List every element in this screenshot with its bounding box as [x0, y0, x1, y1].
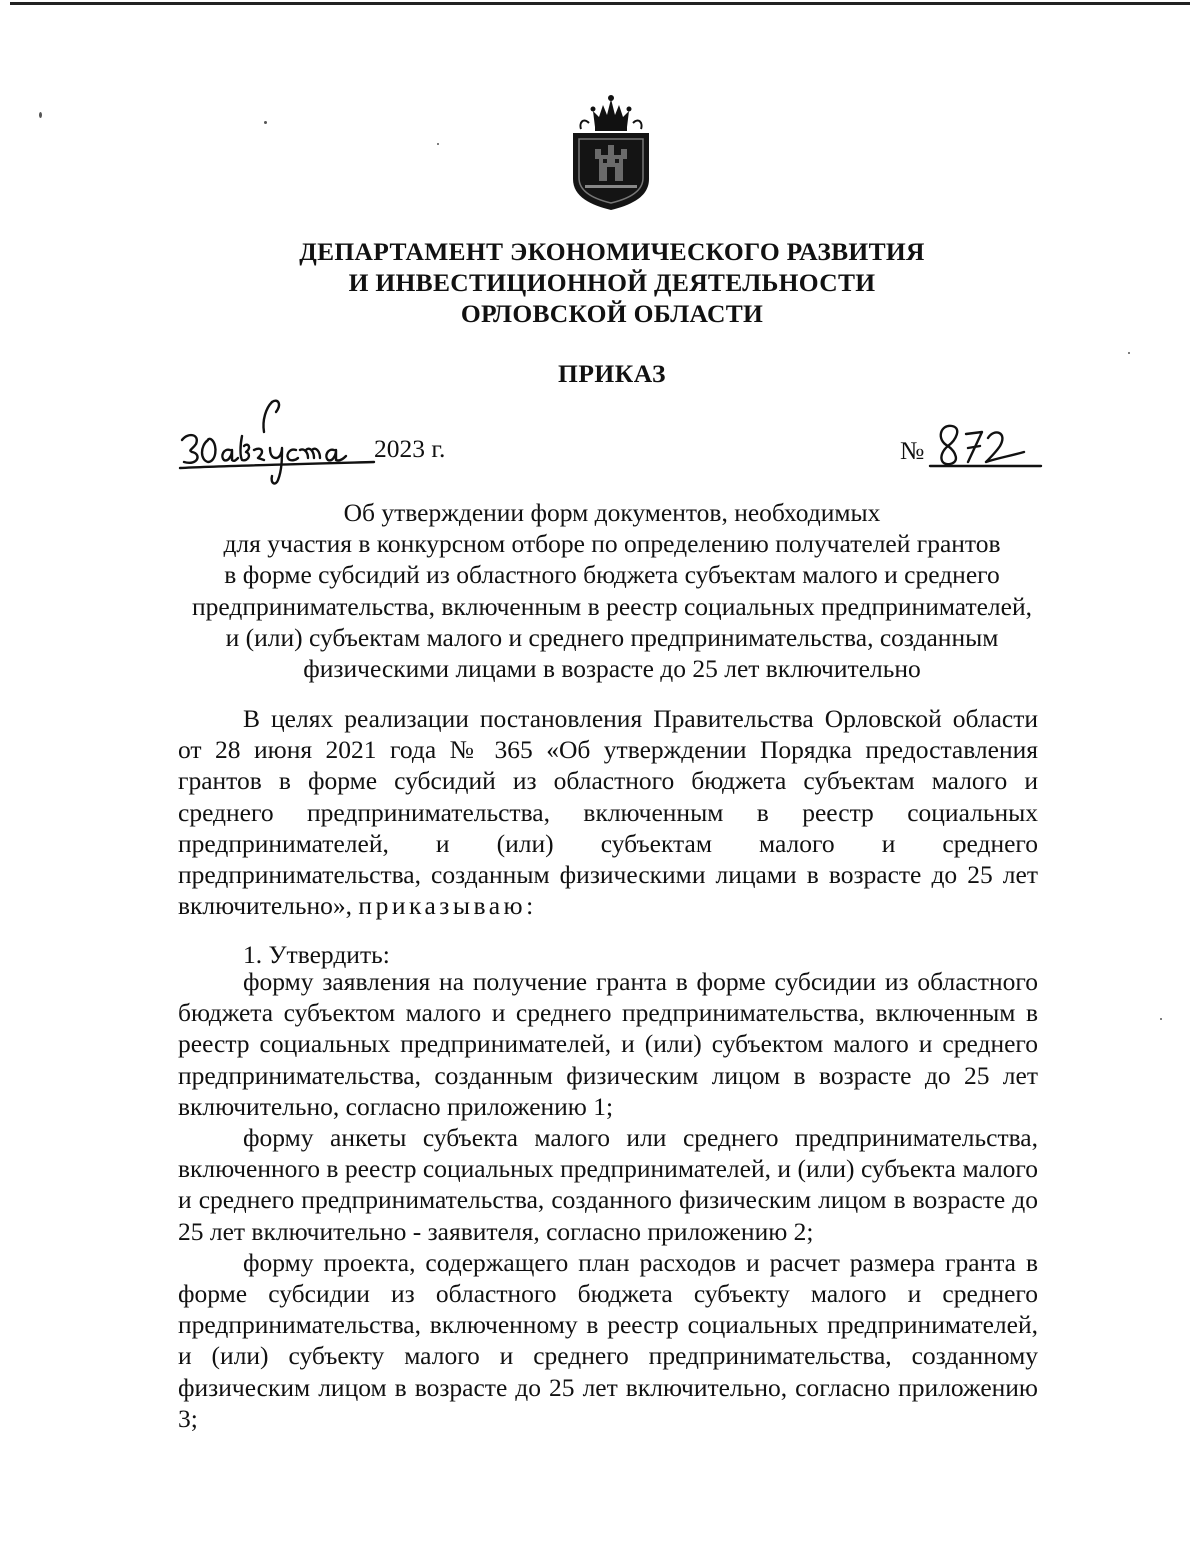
item-paragraph: форму проекта, содержащего план расходов и расчет размера гранта в форме субсидии из областного бюджета субъекту малого и среднего предпринимательства, включенному в реестр социальных предпринимателей, и (или) субъекту малого и среднего предпринимательства, созданному физическим лицом в возрасте до 25 лет включительно, согласно приложению 3;	[178, 1247, 1038, 1433]
scan-speck	[39, 112, 42, 118]
header-line-1: ДЕПАРТАМЕНТ ЭКОНОМИЧЕСКОГО РАЗВИТИЯ	[299, 237, 925, 266]
item-paragraph: форму анкеты субъекта малого или среднего предпринимательства, включенного в реестр социальных предпринимателей, и (или) субъекта малого и среднего предпринимательства, созданного физическим лицом в возрасте до 25 лет включительно - заявителя, согласно приложению 2;	[178, 1123, 1038, 1246]
subject-line: предпринимательства, включенным в реестр социальных предпринимателей,	[191, 591, 1032, 621]
preamble-paragraph	[178, 703, 1038, 921]
document-subject	[150, 497, 1074, 684]
header-line-3: ОРЛОВСКОЙ ОБЛАСТИ	[460, 299, 764, 328]
subject-line: и (или) субъектам малого и среднего предпринимательства, созданным	[225, 622, 999, 652]
scan-speck	[1128, 352, 1130, 354]
date-year-suffix: 2023 г.	[374, 434, 446, 463]
preamble-block	[178, 703, 1038, 921]
coat-of-arms-emblem	[565, 93, 657, 211]
scan-top-edge	[10, 2, 1190, 5]
subject-line: Об утверждении форм документов, необходимых	[343, 498, 881, 527]
department-header	[150, 236, 1074, 329]
item-paragraph: форму заявления на получение гранта в форме субсидии из областного бюджета субъектом малого и среднего предпринимательства, включенным в реестр социальных предпринимателей, и (или) субъектом малого и среднего предпринимательства, созданным физическим лицом в возрасте до 25 лет включительно, согласно приложению 1;	[178, 967, 1038, 1121]
order-number-label: №	[900, 436, 925, 465]
header-line-2: И ИНВЕСТИЦИОННОЙ ДЕЯТЕЛЬНОСТИ	[348, 268, 876, 297]
subject-line: в форме субсидий из областного бюджета субъектам малого и среднего	[224, 560, 1000, 590]
item-1-list	[178, 966, 1038, 1434]
date-number-line	[178, 396, 1058, 486]
handwritten-order-number	[928, 416, 1043, 471]
item-1-heading: 1. Утвердить:	[243, 940, 390, 969]
handwritten-date	[178, 396, 378, 486]
directive-word: приказываю:	[358, 891, 537, 921]
scan-speck	[264, 121, 267, 124]
scan-speck	[1160, 1018, 1162, 1020]
subject-line: для участия в конкурсном отборе по определению получателей грантов	[223, 529, 1001, 559]
document-type-title: ПРИКАЗ	[558, 359, 666, 388]
scan-speck	[437, 143, 439, 145]
preamble-text: В целях реализации постановления Правительства Орловской области от 28 июня 2021 года № 365 «Об утверждении Порядка предоставления грантов в форме субсидий из областного бюджета субъектам малого и среднего предпринимательства, включенным в реестр социальных предпринимателей, и (или) субъектам малого и среднего предпринимательства, созданным физическими лицами в возрасте до 25 лет включительно»,	[178, 704, 1038, 921]
subject-line: физическими лицами в возрасте до 25 лет включительно	[303, 654, 921, 684]
